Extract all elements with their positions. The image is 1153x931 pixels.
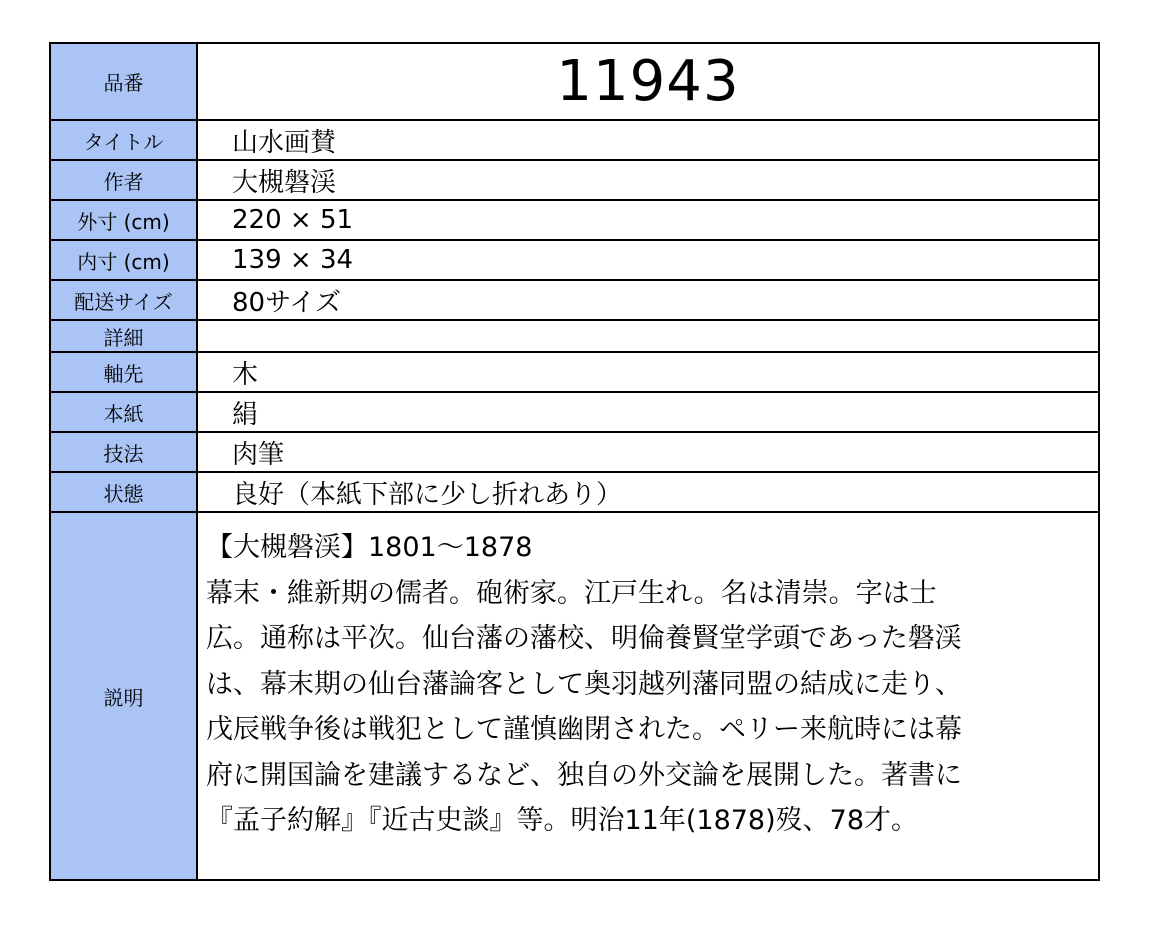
value-title: 山水画賛 [197,120,1099,160]
description-line: 『孟子約解』『近古史談』等。明治11年(1878)歿、78才。 [206,805,918,836]
row-condition [50,472,1099,512]
label-author: 作者 [50,160,197,200]
value-outer-size: 220 × 51 [197,200,1099,240]
row-details [50,320,1099,352]
row-item-number [50,43,1099,120]
label-condition: 状態 [50,472,197,512]
value-shipping-size: 80サイズ [197,280,1099,320]
row-description [50,512,1099,880]
label-technique: 技法 [50,432,197,472]
label-outer-size: 外寸 (cm) [50,200,197,240]
value-description [197,512,1099,880]
description-line: は、幕末期の仙台藩論客として奥羽越列藩同盟の結成に走り、 [206,668,962,700]
value-condition: 良好（本紙下部に少し折れあり） [197,472,1099,512]
row-author [50,160,1099,200]
row-main-paper [50,392,1099,432]
row-shipping-size [50,280,1099,320]
description-line: 幕末・維新期の儒者。砲術家。江戸生れ。名は清崇。字は士 [206,577,937,609]
item-spec-table [49,42,1100,881]
description-line: 【大槻磐渓】1801〜1878 [206,532,533,563]
value-author: 大槻磐渓 [197,160,1099,200]
value-technique: 肉筆 [197,432,1099,472]
label-shipping-size: 配送サイズ [50,280,197,320]
value-details [197,320,1099,352]
label-title: タイトル [50,120,197,160]
value-inner-size: 139 × 34 [197,240,1099,280]
label-main-paper: 本紙 [50,392,197,432]
row-roller-end [50,352,1099,392]
row-inner-size [50,240,1099,280]
label-inner-size: 内寸 (cm) [50,240,197,280]
label-details: 詳細 [50,320,197,352]
value-roller-end: 木 [197,352,1099,392]
description-line: 戊辰戦争後は戦犯として謹慎幽閉された。ペリー来航時には幕 [206,714,962,745]
label-item-number: 品番 [50,43,197,120]
description-line: 府に開国論を建議するなど、独自の外交論を展開した。著書に [206,759,962,791]
description-line: 広。通称は平次。仙台藩の藩校、明倫養賢堂学頭であった磐渓 [206,623,962,654]
row-title [50,120,1099,160]
row-technique [50,432,1099,472]
value-main-paper: 絹 [197,392,1099,432]
label-description: 説明 [50,512,197,880]
row-outer-size [50,200,1099,240]
label-roller-end: 軸先 [50,352,197,392]
value-item-number: 11943 [197,43,1099,120]
